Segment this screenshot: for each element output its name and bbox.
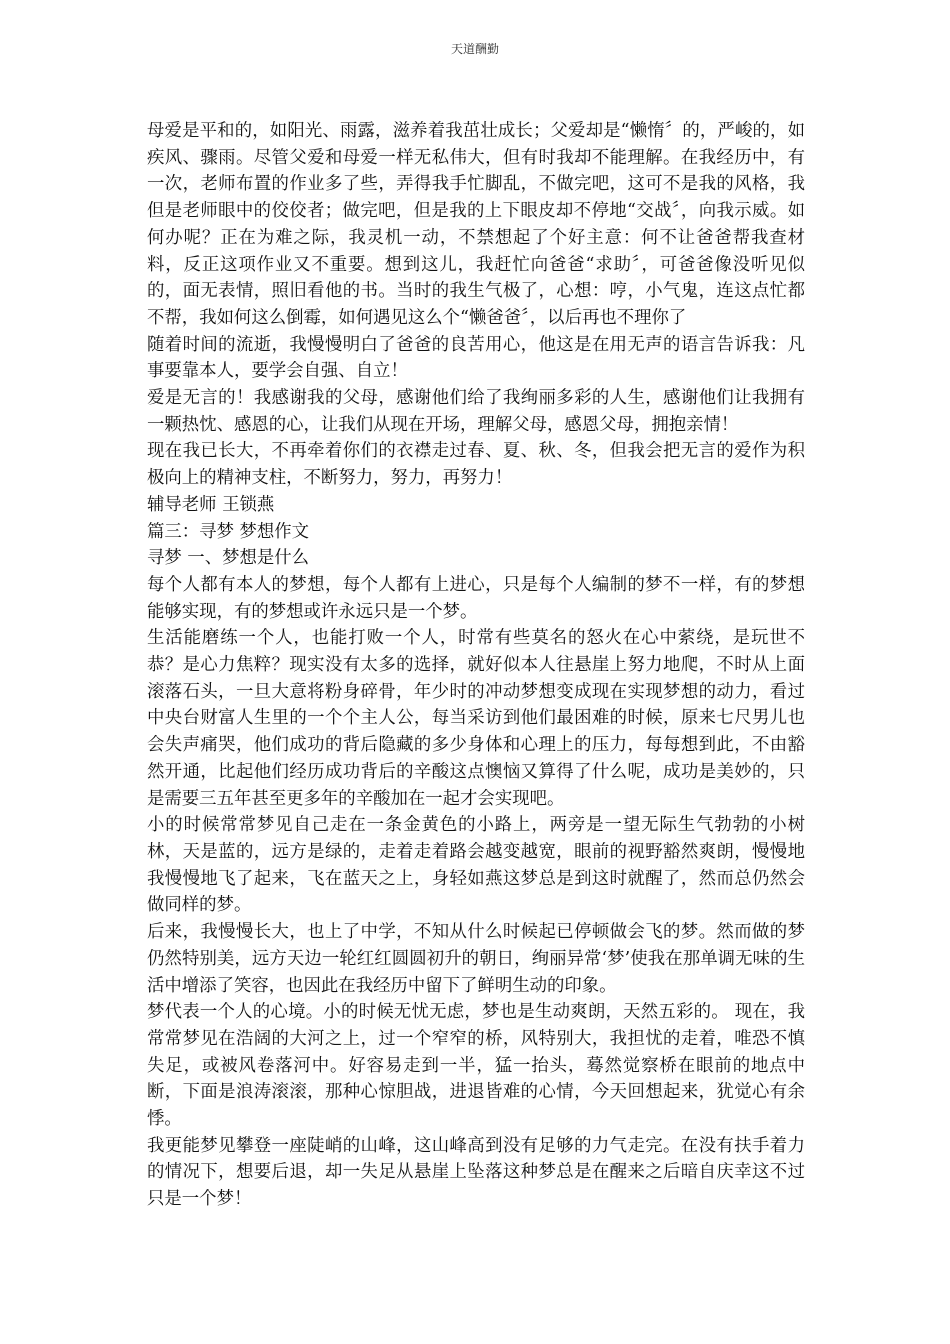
document-body	[147, 118, 805, 1213]
paragraph: 随着时间的流逝，我慢慢明白了爸爸的良苦用心，他这是在用无声的语言告诉我：凡事要靠本人，要学会自强、自立！	[147, 334, 805, 382]
paragraph: 小的时候常常梦见自己走在一条金黄色的小路上，两旁是一望无际生气勃勃的小树林，天是蓝的，远方是绿的，走着走着路会越变越宽，眼前的视野豁然爽朗，慢慢地我慢慢地飞了起来，飞在蓝天之上，身轻如燕这梦总是到这时就醒了，然而总仍然会做同样的梦。	[147, 815, 805, 916]
paragraph: 梦代表一个人的心境。小的时候无忧无虑，梦也是生动爽朗，天然五彩的。 现在，我常常梦见在浩阔的大河之上，过一个窄窄的桥，风特别大，我担忧的走着，唯恐不慎失足，或被风卷落河中。好容易走到一半，猛一抬头，蓦然觉察桥在眼前的地点中断，下面是浪涛滚滚，那种心惊胆战，进退皆难的心情，今天回想起来，犹觉心有余悸。	[147, 1002, 805, 1130]
paragraph: 我更能梦见攀登一座陡峭的山峰，这山峰高到没有足够的力气走完。在没有扶手着力的情况下，想要后退，却一失足从悬崖上坠落这种梦总是在醒来之后暗自庆幸这不过只是一个梦！	[147, 1135, 805, 1210]
paragraph: 母爱是平和的，如阳光、雨露，滋养着我茁壮成长；父爱却是“懒惰〞的，严峻的，如疾风、骤雨。尽管父爱和母爱一样无私伟大，但有时我却不能理解。在我经历中，有一次，老师布置的作业多了些，弄得我手忙脚乱，不做完吧，这可不是我的风格，我但是老师眼中的佼佼者；做完吧，但是我的上下眼皮却不停地“交战〞，向我示威。如何办呢？正在为难之际，我灵机一动，不禁想起了个好主意：何不让爸爸帮我查材料，反正这项作业又不重要。想到这儿，我赶忙向爸爸“求助〞，可爸爸像没听见似的，面无表情，照旧看他的书。当时的我生气极了，心想：哼，小气鬼，连这点忙都不帮，我如何这么倒霉，如何遇见这么个“懒爸爸〞，以后再也不理你了	[147, 121, 805, 328]
teacher-credit: 辅导老师 王锁燕	[147, 494, 275, 515]
subsection-title: 寻梦 一、梦想是什么	[147, 548, 310, 569]
paragraph: 后来，我慢慢长大，也上了中学，不知从什么时候起已停顿做会飞的梦。然而做的梦仍然特别美，远方天边一轮红红圆圆初升的朝日，绚丽异常‘梦’使我在那单调无味的生活中增添了笑容，也因此在我经历中留下了鲜明生动的印象。	[147, 922, 805, 996]
paragraph: 生活能磨练一个人，也能打败一个人，时常有些莫名的怒火在心中萦绕，是玩世不恭？是心力焦粹？现实没有太多的选择，就好似本人往悬崖上努力地爬，不时从上面滚落石头，一旦大意将粉身碎骨，年少时的冲动梦想变成现在实现梦想的动力，看过中央台财富人生里的一个个主人公，每当采访到他们最困难的时候，原来七尺男儿也会失声痛哭，他们成功的背后隐藏的多少身体和心理上的压力，每每想到此，不由豁然开通，比起他们经历成功背后的辛酸这点懊恼又算得了什么呢，成功是美妙的，只是需要三五年甚至更多年的辛酸加在一起才会实现吧。	[147, 628, 805, 809]
paragraph: 现在我已长大，不再牵着你们的衣襟走过春、夏、秋、冬，但我会把无言的爱作为积极向上的精神支柱，不断努力，努力，再努力！	[147, 441, 805, 489]
section-title: 篇三：寻梦 梦想作文	[147, 521, 310, 542]
paragraph: 每个人都有本人的梦想，每个人都有上进心，只是每个人编制的梦不一样，有的梦想能够实现，有的梦想或许永远只是一个梦。	[147, 574, 805, 622]
page-header: 天道酬勤	[450, 42, 499, 56]
paragraph: 爱是无言的！我感谢我的父母，感谢他们给了我绚丽多彩的人生，感谢他们让我拥有一颗热忱、感恩的心，让我们从现在开场，理解父母，感恩父母，拥抱亲情！	[147, 388, 805, 435]
